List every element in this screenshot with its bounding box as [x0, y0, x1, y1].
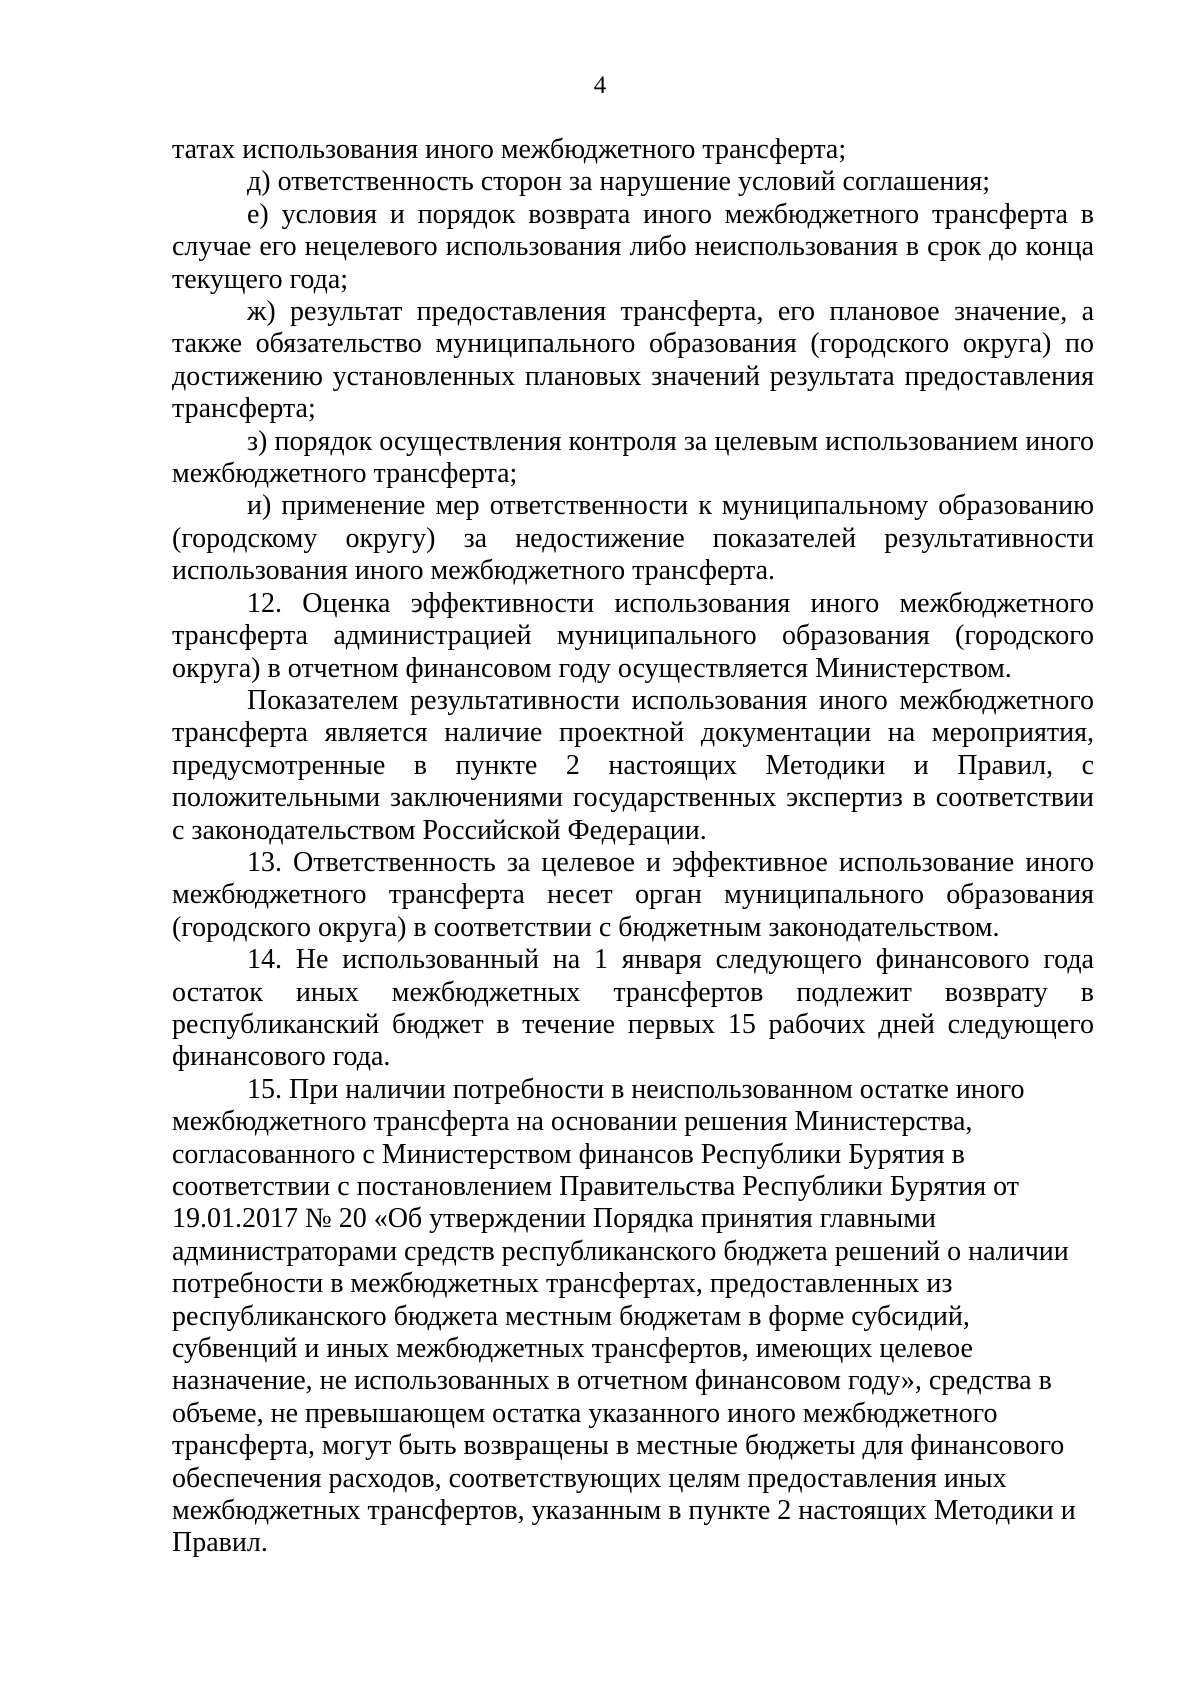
paragraph-item-zh: ж) результат предоставления трансферта, его плановое значение, а также обязательство муниципального образования (городского округа) по достижению установленных плановых значений результата предоставления трансферта; — [172, 296, 1094, 425]
paragraph-item-z: з) порядок осуществления контроля за целевым использованием иного межбюджетного трансферта; — [172, 425, 1094, 490]
document-body — [172, 134, 1094, 1560]
paragraph-15: 15. При наличии потребности в неиспользованном остатке иного межбюджетного трансферта на основании решения Министерства, согласованного с Министерством финансов Республики Бурятия в соответствии с постановлением Правительства Республики Бурятия от 19.01.2017 № 20 «Об утверждении Порядка принятия главными администраторами средств республиканского бюджета решений о наличии потребности в межбюджетных трансфертах, предоставленных из республиканского бюджета местным бюджетам в форме субсидий, субвенций и иных межбюджетных трансфертов, имеющих целевое назначение, не использованных в отчетном финансовом году», средства в объеме, не превышающем остатка указанного иного межбюджетного трансферта, могут быть возвращены в местные бюджеты для финансового обеспечения расходов, соответствующих целям предоставления иных межбюджетных трансфертов, указанным в пункте 2 настоящих Методики и Правил. — [172, 1073, 1076, 1559]
paragraph-14: 14. Не использованный на 1 января следующего финансового года остаток иных межбюджетных трансфертов подлежит возврату в республиканский бюджет в течение первых 15 рабочих дней следующего финансового года. — [172, 944, 1094, 1073]
paragraph-continuation: татах использования иного межбюджетного трансферта; — [172, 134, 847, 165]
page-number: 4 — [593, 72, 607, 99]
paragraph-item-i: и) применение мер ответственности к муниципальному образованию (городскому округу) за недостижение показателей результативности использования иного межбюджетного трансферта. — [172, 490, 1094, 587]
paragraph-13: 13. Ответственность за целевое и эффективное использование иного межбюджетного трансферта несет орган муниципального образования (городского округа) в соответствии с бюджетным законодательством. — [172, 846, 1094, 943]
paragraph-item-d: д) ответственность сторон за нарушение условий соглашения; — [247, 166, 991, 198]
paragraph-indicator: Показателем результативности использования иного межбюджетного трансферта является наличие проектной документации на мероприятия, предусмотренные в пункте 2 настоящих Методики и Правил, с положительными заключениями государственных экспертиз в соответствии с законодательством Российской Федерации. — [172, 684, 1094, 846]
paragraph-12: 12. Оценка эффективности использования иного межбюджетного трансферта администрацией муниципального образования (городского округа) в отчетном финансовом году осуществляется Министерством. — [172, 587, 1094, 684]
paragraph-item-e: е) условия и порядок возврата иного межбюджетного трансферта в случае его нецелевого использования либо неиспользования в срок до конца текущего года; — [172, 198, 1094, 295]
